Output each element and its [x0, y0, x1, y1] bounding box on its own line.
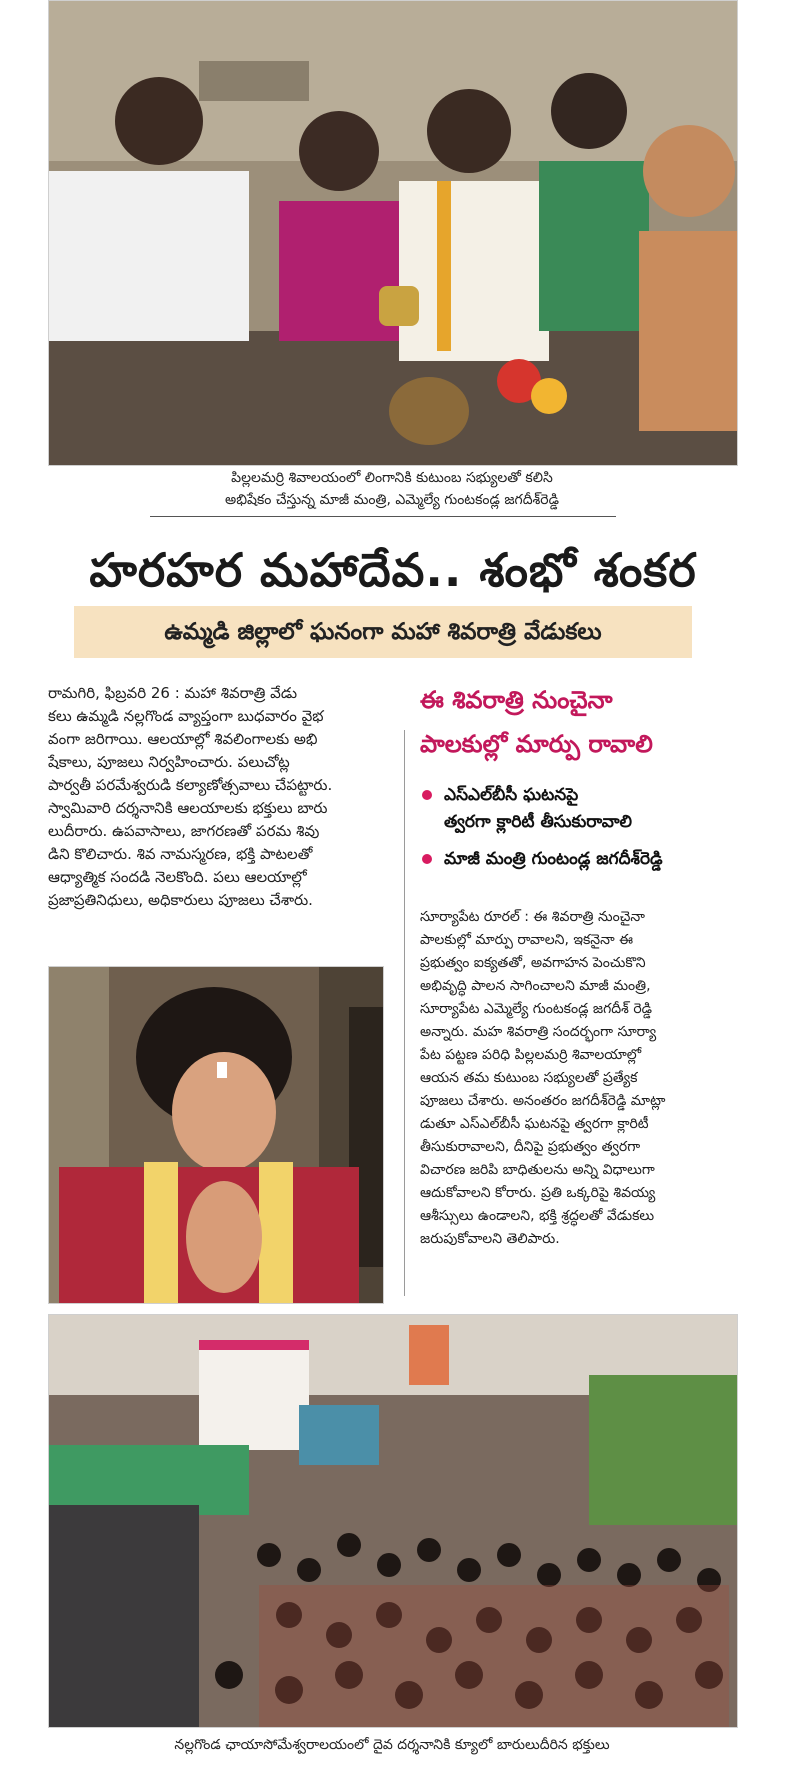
headline: హరహర మహాదేవ.. శంభో శంకర — [89, 543, 697, 597]
story-line: కలు ఉమ్మడి నల్లగొండ వ్యాప్తంగా బుధవారం వైభ — [48, 707, 324, 725]
bullet-item — [420, 846, 740, 873]
story-line: పాలకుల్లో మార్పు రావాలని, ఇకనైనా ఈ — [420, 932, 634, 948]
story-line: విచారణ జరిపి బాధితులను అన్ని విధాలుగా — [420, 1162, 655, 1178]
story-line: ఆదుకోవాలని కోరారు. ప్రతి ఒక్కరిపై శివయ్య — [420, 1185, 656, 1201]
side-title-line: ఈ శివరాత్రి నుంచైనా — [420, 686, 613, 714]
story-line: డిని కొలిచారు. శివ నామస్మరణ, భక్తి పాటలతో — [48, 845, 313, 863]
caption-line: పిల్లలమర్రి శివాలయంలో లింగానికి కుటుంబ సభ్యులతో కలిసి — [231, 470, 553, 486]
story-line: లుదీరారు. ఉపవాసాలు, జాగరణతో పరమ శివు — [48, 822, 320, 840]
story-line: అన్నారు. మహ శివరాత్రి సందర్భంగా సూర్యా — [420, 1024, 657, 1040]
story-line: పూజలు చేశారు. అనంతరం జగదీశ్‌రెడ్డి మాట్లా — [420, 1093, 666, 1109]
divider — [150, 516, 616, 517]
story-line: పార్వతీ పరమేశ్వరుడి కల్యాణోత్సవాలు చేపట్టారు. — [48, 776, 333, 794]
story-line: ఆధ్యాత్మిక సందడి నెలకొంది. పలు ఆలయాల్లో — [48, 868, 307, 886]
story-line: ప్రభుత్వం ఐక్యతతో, అవగాహన పెంచుకొని — [420, 955, 646, 971]
column-divider — [404, 730, 405, 1296]
side-title-line: పాలకుల్లో మార్పు రావాలి — [420, 730, 653, 758]
bullet-line: త్వరగా క్లారిటీ తీసుకురావాలి — [444, 812, 632, 832]
photo-caption-top — [48, 467, 736, 511]
story-line: జరుపుకోవాలని తెలిపారు. — [420, 1231, 560, 1247]
story-line: పేట పట్టణ పరిధి పిల్లలమర్రి శివాలయాల్లో — [420, 1047, 642, 1063]
story-line: అభివృద్ధి పాలన సాగించాలని మాజీ మంత్రి, — [420, 978, 651, 994]
story-line: రామగిరి, ఫిబ్రవరి 26 : మహా శివరాత్రి వేడు — [48, 684, 298, 702]
story-line: స్వామివారి దర్శనానికి ఆలయాలకు భక్తులు బారు — [48, 799, 328, 817]
bullet-line: ఎస్‌ఎల్‌బీసీ ఘటనపై — [444, 785, 579, 805]
subheadline: ఉమ్మడి జిల్లాలో ఘనంగా మహా శివరాత్రి వేడుకలు — [74, 606, 692, 658]
photo-abhishekam — [48, 0, 738, 466]
side-story-body — [420, 906, 740, 1251]
bullet-dot-icon — [422, 854, 432, 864]
bullet-line: మాజీ మంత్రి గుంటండ్ల జగదీశ్‌రెడ్డి — [444, 849, 663, 869]
story-line: ఆయన తమ కుటుంబ సభ్యులతో ప్రత్యేక — [420, 1070, 638, 1086]
photo-devotees-queue — [48, 1314, 738, 1728]
bullet-dot-icon — [422, 790, 432, 800]
story-line: వంగా జరిగాయి. ఆలయాల్లో శివలింగాలకు అభి — [48, 730, 318, 748]
story-line: సూర్యాపేట ఎమ్మెల్యే గుంటకండ్ల జగదీశ్‌ రెడ్డి — [420, 1001, 652, 1017]
story-line: డుతూ ఎస్‌ఎల్‌బీసీ ఘటనపై త్వరగా క్లారిటీ — [420, 1116, 649, 1132]
story-line: ఆశీస్సులు ఉండాలని, భక్తి శ్రద్ధలతో వేడుకలు — [420, 1208, 655, 1224]
side-story-title — [420, 678, 740, 766]
left-story-body — [48, 682, 400, 912]
photo-devotee-praying — [48, 966, 384, 1304]
story-line: షేకాలు, పూజలు నిర్వహించారు. పలుచోట్ల — [48, 753, 290, 771]
side-story-bullets — [420, 782, 740, 883]
story-line: తీసుకురావాలని, దీనిపై ప్రభుత్వం త్వరగా — [420, 1139, 641, 1155]
story-line: సూర్యాపేట రూరల్‌ : ఈ శివరాత్రి నుంచైనా — [420, 909, 645, 925]
bullet-item — [420, 782, 740, 836]
photo-caption-bottom: నల్లగొండ ఛాయాసోమేశ్వరాలయంలో దైవ దర్శనానికి క్యూలో బారులుదీరిన భక్తులు — [174, 1737, 610, 1753]
story-line: ప్రజాప్రతినిధులు, అధికారులు పూజలు చేశారు. — [48, 891, 313, 909]
caption-line: అభిషేకం చేస్తున్న మాజీ మంత్రి, ఎమ్మెల్యే గుంటకండ్ల జగదీశ్‌రెడ్డి — [225, 492, 559, 508]
